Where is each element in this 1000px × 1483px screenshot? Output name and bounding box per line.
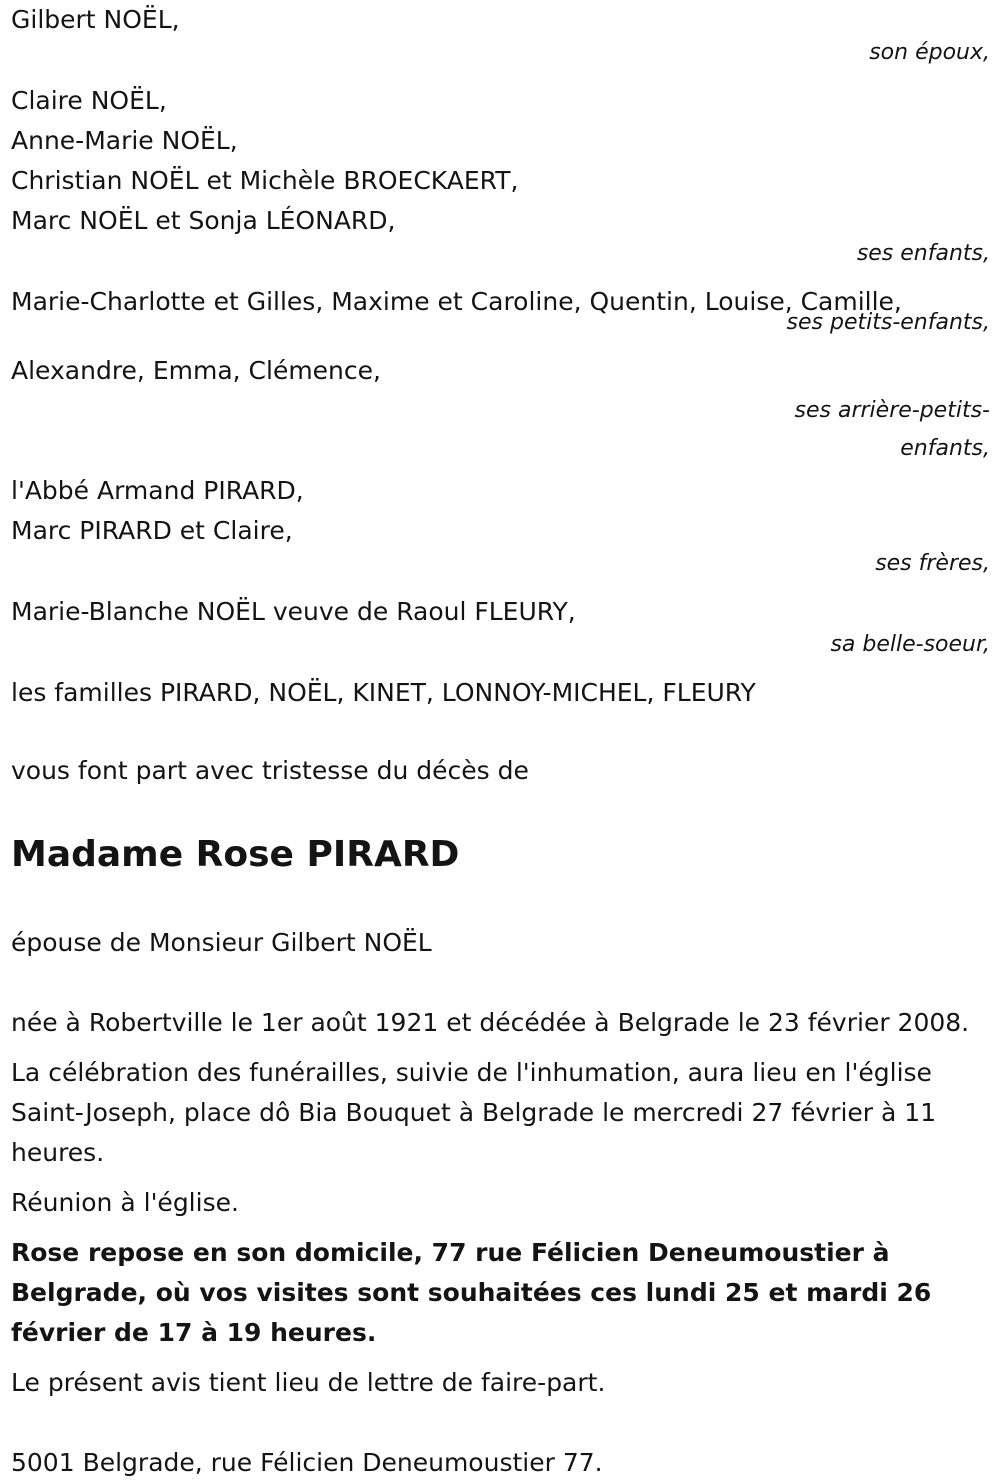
family-name-line: Gilbert NOËL, — [11, 5, 180, 34]
spouse-line: épouse de Monsieur Gilbert NOËL — [11, 928, 432, 957]
family-name-line: Christian NOËL et Michèle BROECKAERT, — [11, 166, 519, 195]
family-name-line: l'Abbé Armand PIRARD, — [11, 476, 304, 505]
relation-label: son époux, — [869, 40, 990, 65]
relation-label: ses arrière-petits- — [794, 398, 990, 423]
family-name-line: Claire NOËL, — [11, 86, 167, 115]
notice-paragraph: Le présent avis tient lieu de lettre de faire-part. — [11, 1368, 606, 1397]
family-name-line: Marc PIRARD et Claire, — [11, 516, 293, 545]
family-name-line: Anne-Marie NOËL, — [11, 126, 238, 155]
relation-label: ses enfants, — [856, 241, 990, 266]
family-name-line: Marie-Blanche NOËL veuve de Raoul FLEURY, — [11, 597, 576, 626]
relation-label: sa belle-soeur, — [830, 632, 990, 657]
family-name-line: Alexandre, Emma, Clémence, — [11, 356, 381, 385]
announcement-text: vous font part avec tristesse du décès de — [11, 756, 529, 785]
meeting-paragraph: Réunion à l'église. — [11, 1188, 239, 1217]
address-line: 5001 Belgrade, rue Félicien Deneumoustier 77. — [11, 1448, 603, 1477]
birth-death-paragraph: née à Robertville le 1er août 1921 et décédée à Belgrade le 23 février 2008. — [11, 1008, 970, 1037]
family-name-line: Marie-Charlotte et Gilles, Maxime et Caroline, Quentin, Louise, Camille, — [11, 287, 902, 316]
relation-label: ses petits-enfants, — [786, 310, 990, 335]
deceased-name: Madame Rose PIRARD — [11, 834, 460, 875]
relation-label-continued: enfants, — [900, 436, 990, 461]
funeral-paragraph: La célébration des funérailles, suivie de l'inhumation, aura lieu en l'église Saint-Joseph, place dô Bia Bouquet à Belgrade le mercredi 27 février à 11 heures. — [11, 1058, 937, 1167]
visitation-paragraph: Rose repose en son domicile, 77 rue Félicien Deneumoustier à Belgrade, où vos visites sont souhaitées ces lundi 25 et mardi 26 février de 17 à 19 heures. — [11, 1238, 932, 1347]
families-line: les familles PIRARD, NOËL, KINET, LONNOY-MICHEL, FLEURY — [11, 678, 756, 707]
relation-label: ses frères, — [875, 551, 990, 576]
obituary-notice — [11, 0, 990, 1483]
family-name-line: Marc NOËL et Sonja LÉONARD, — [11, 206, 396, 235]
